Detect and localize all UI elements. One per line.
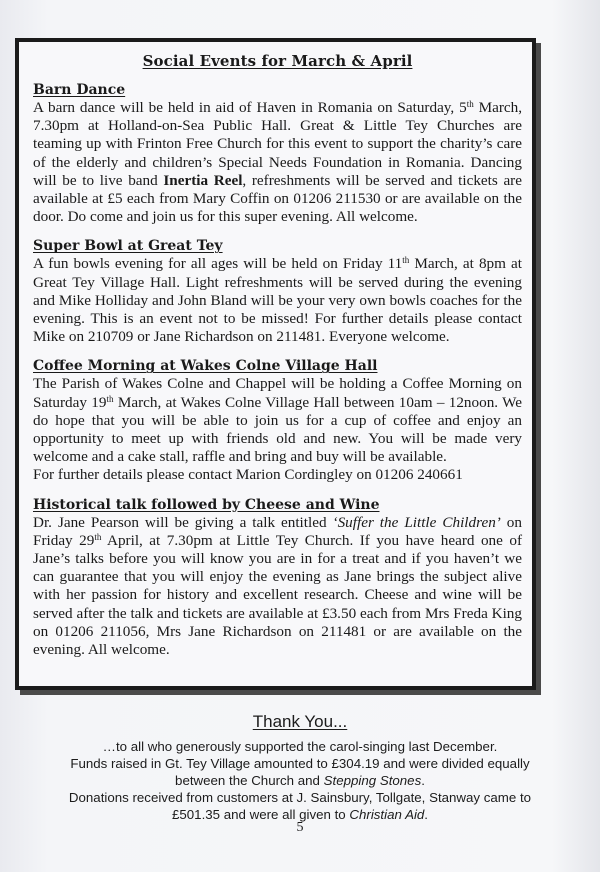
- thank-you-lines: [0, 738, 600, 823]
- text-run: Christian Aid: [349, 807, 425, 822]
- events-list: [33, 82, 522, 659]
- text-run: …to all who generously supported the carol-singing last December.: [102, 739, 498, 754]
- text-run: on Friday 29: [33, 513, 522, 549]
- text-run: Inertia Reel: [163, 171, 243, 189]
- text-run: A fun bowls evening for all ages will be held on Friday 11: [33, 255, 403, 273]
- text-run: March, at Wakes Colne Village Hall between 10am – 12noon. We do hope that you will be able to join us for a cup of coffee and enjoy an opportunity to meet up with friends old and new. You will be made very welcome and a cake stall, raffle and bring and buy will be available.: [33, 393, 522, 466]
- text-run: A barn dance will be held in aid of Haven in Romania on Saturday, 5: [33, 99, 467, 116]
- event-contact: For further details please contact Marion Cordingley on 01206 240661: [33, 466, 463, 484]
- text-run: March, 7.30pm at Holland-on-Sea Public Hall. Great & Little Tey Churches are teaming up with Frinton Free Church for this event to support the charity’s care of the elderly and children’s Special Needs Foundation in Romania. Dancing will be to live band: [33, 99, 523, 189]
- event-item: [33, 358, 522, 484]
- text-run: th: [402, 255, 410, 266]
- thank-you-section: [0, 708, 600, 823]
- thank-you-heading: Thank You...: [252, 712, 348, 731]
- text-run: Dr. Jane Pearson will be giving a talk entitled: [33, 513, 333, 531]
- text-run: ‘Suffer the Little Children’: [332, 513, 501, 531]
- text-run: between the Church and: [175, 773, 324, 788]
- text-run: Donations received from customers at J. Sainsbury, Tollgate, Stanway came to: [68, 790, 532, 805]
- event-body: [33, 514, 522, 660]
- event-heading: Coffee Morning at Wakes Colne Village Hall: [33, 358, 378, 375]
- event-body: [33, 99, 522, 226]
- event-item: [33, 82, 522, 226]
- page-number: 5: [296, 820, 304, 835]
- thank-you-line: [0, 789, 600, 806]
- text-run: th: [466, 99, 474, 109]
- text-run: £501.35 and were all given to: [171, 807, 350, 822]
- text-run: March, at 8pm at Great Tey Village Hall. Light refreshments will be served during the evening and Mike Holliday and John Bland will be your very own bowls coaches for the evening. This is an event not to be missed! For further details please contact Mike on 210709 or Jane Richardson on 211481. Everyone welcome.: [33, 255, 522, 346]
- event-body: [33, 255, 522, 346]
- event-item: [33, 497, 522, 660]
- text-run: Funds raised in Gt. Tey Village amounted to £304.19 and were divided equally: [70, 756, 530, 771]
- event-body: [33, 375, 522, 466]
- event-item: [33, 238, 522, 346]
- thank-you-line: [0, 772, 600, 789]
- text-run: April, at 7.30pm at Little Tey Church. If you have heard one of Jane’s talks before you will know you are in for a treat and if you haven’t we can guarantee that you will enjoy the evening as Jane brings the subject alive with her passion for history and excellent research. Cheese and wine will be served after the talk and tickets are available at £3.50 each from Mrs Freda King on 01206 211056, Mrs Jane Richardson on 211481 or are available on the evening. All welcome.: [33, 531, 522, 659]
- text-run: Stepping Stones: [323, 773, 422, 788]
- social-events-box: [15, 38, 536, 690]
- event-heading: Super Bowl at Great Tey: [33, 238, 223, 255]
- box-title: Social Events for March & April: [142, 52, 413, 70]
- event-heading: Barn Dance: [33, 82, 126, 98]
- thank-you-line: [0, 738, 600, 755]
- event-heading: Historical talk followed by Cheese and Wine: [33, 496, 380, 513]
- text-run: th: [94, 531, 102, 542]
- text-run: .: [424, 807, 428, 822]
- text-run: The Parish of Wakes Colne and Chappel will be holding a Coffee Morning on Saturday 19: [33, 375, 522, 411]
- text-run: .: [421, 773, 425, 788]
- thank-you-line: [0, 755, 600, 772]
- text-run: , refreshments will be served and tickets are available at £5 each from Mary Coffin on 01206 211530 or are available on the door. Do come and join us for this super evening. All welcome.: [33, 171, 522, 226]
- text-run: th: [106, 393, 114, 404]
